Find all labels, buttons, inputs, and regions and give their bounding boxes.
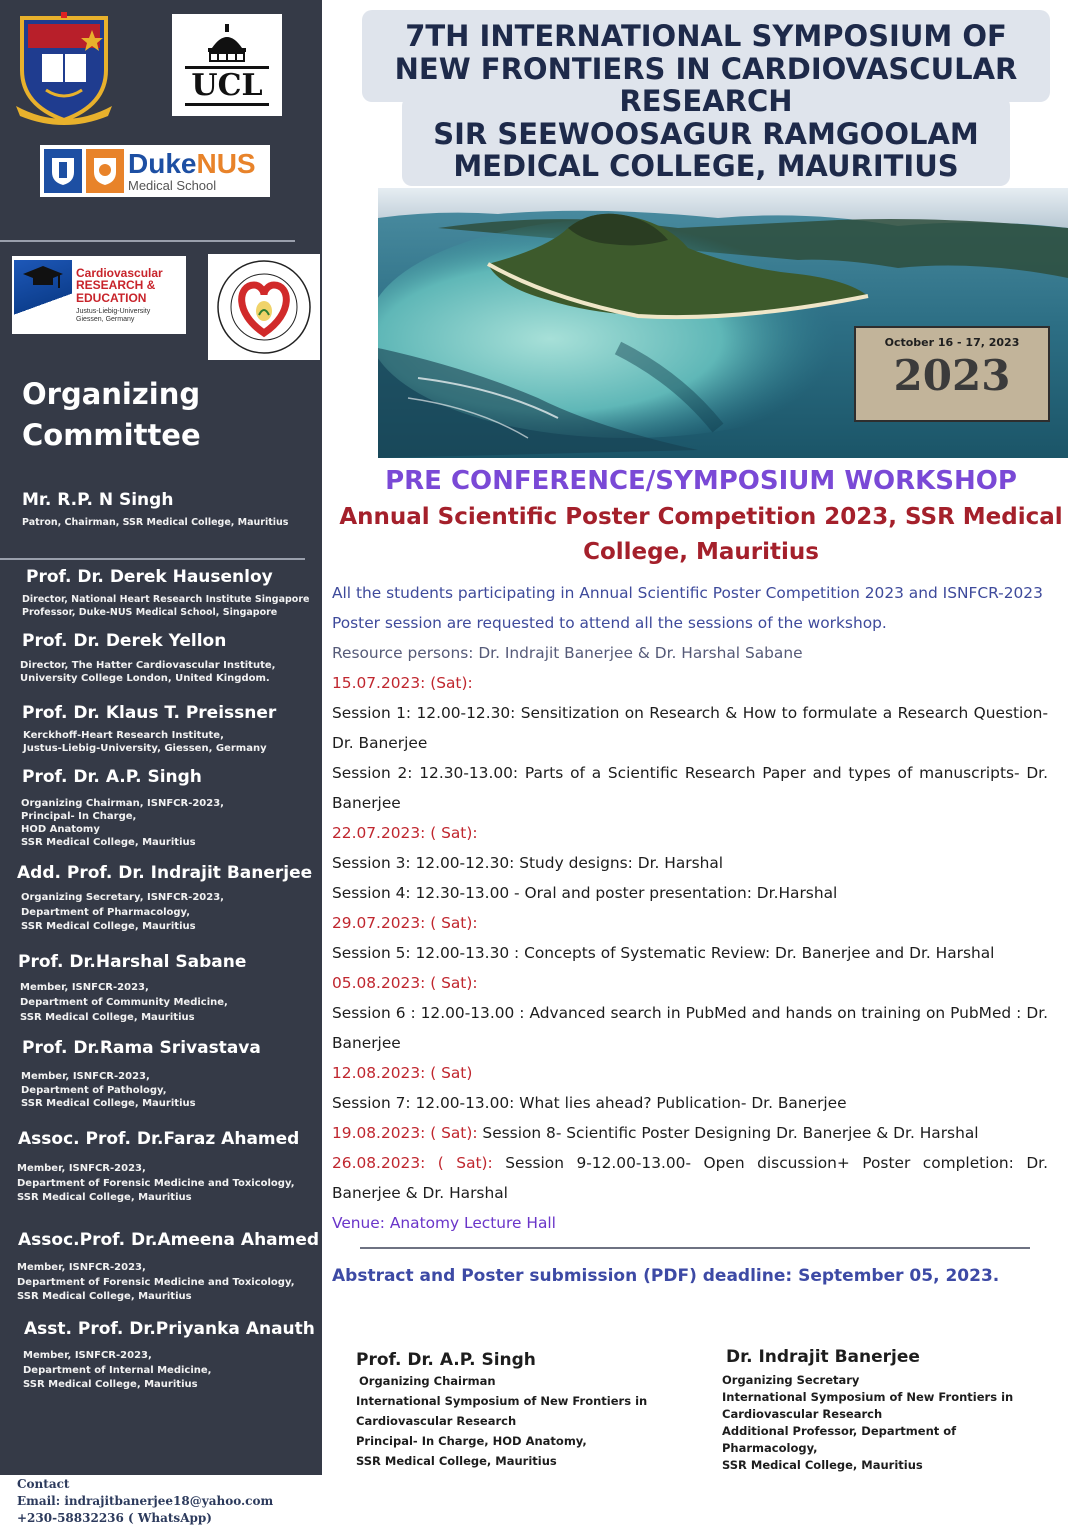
member-name: Prof. Dr. Derek Yellon	[22, 631, 227, 651]
member-role: Director, The Hatter Cardiovascular Institute, University College London, United Kingdom.	[20, 660, 276, 684]
signature-block	[722, 1346, 1013, 1474]
committee-member	[22, 490, 288, 529]
member-name: Mr. R.P. N Singh	[22, 490, 174, 510]
committee-member	[24, 1319, 315, 1393]
member-role: Member, ISNFCR-2023, Department of Community Medicine, SSR Medical College, Mauritius	[20, 982, 228, 1023]
intro-paragraph: All the students participating in Annual Scientific Poster Competition 2023 and ISNFCR-2023 Poster session are requested to attend all the sessions of the workshop.	[332, 584, 1043, 632]
member-role: Patron, Chairman, SSR Medical College, Mauritius	[22, 517, 289, 528]
schedule-session: Session 3: 12.00-12.30: Study designs: Dr. Harshal	[332, 854, 724, 872]
signatory-name: Prof. Dr. A.P. Singh	[356, 1350, 536, 1370]
signatory-title: Pharmacology,	[722, 1441, 818, 1455]
signatory-title: Organizing Chairman	[359, 1374, 496, 1388]
schedule-session: Session 4: 12.30-13.00 - Oral and poster presentation: Dr.Harshal	[332, 884, 838, 902]
member-name: Prof. Dr. A.P. Singh	[22, 767, 202, 787]
organizing-committee-sidebar	[0, 0, 322, 1475]
poster-competition-title: Annual Scientific Poster Competition 2023, SSR Medical College, Mauritius	[339, 504, 1063, 565]
workshop-schedule	[332, 668, 1048, 1238]
cre-line: Giessen, Germany	[76, 315, 135, 323]
schedule-date: 29.07.2023: ( Sat):	[332, 914, 478, 932]
ucl-wordmark: UCL	[185, 66, 268, 106]
sidebar-divider	[0, 558, 305, 560]
member-role: Director, National Heart Research Institute Singapore Professor, Duke-NUS Medical School, Singapore	[22, 594, 310, 618]
signatory-title: Organizing Secretary	[722, 1373, 860, 1387]
contact-phone[interactable]: +230-58832236 ( WhatsApp)	[17, 1511, 212, 1525]
member-role: Member, ISNFCR-2023, Department of Internal Medicine, SSR Medical College, Mauritius	[23, 1350, 212, 1390]
member-name: Prof. Dr.Harshal Sabane	[18, 952, 247, 972]
content-divider	[360, 1247, 1030, 1249]
cre-line: EDUCATION	[76, 290, 147, 305]
contact-email[interactable]: Email: indrajitbanerjee18@yahoo.com	[17, 1494, 274, 1508]
member-role: Kerckhoff-Heart Research Institute, Justus-Liebig-University, Giessen, Germany	[23, 730, 267, 754]
nus-shield-icon	[86, 149, 124, 193]
member-name: Assoc.Prof. Dr.Ameena Ahamed	[18, 1230, 320, 1250]
signatory-title: Cardiovascular Research	[722, 1407, 883, 1421]
committee-member	[18, 1230, 319, 1305]
duke-nus-logo	[40, 145, 270, 197]
member-name: Asst. Prof. Dr.Priyanka Anauth	[24, 1319, 315, 1339]
member-name: Prof. Dr. Derek Hausenloy	[26, 567, 273, 587]
member-name: Prof. Dr. Klaus T. Preissner	[22, 703, 277, 723]
schedule-session: Session 2: 12.30-13.00: Parts of a Scientific Research Paper and types of manuscripts- Dr. Banerjee	[332, 764, 1048, 812]
medical-school-label: Medical School	[128, 178, 217, 193]
member-name: Assoc. Prof. Dr.Faraz Ahamed	[18, 1129, 300, 1149]
member-role: Member, ISNFCR-2023, Department of Forensic Medicine and Toxicology, SSR Medical College, Mauritius	[17, 1163, 295, 1203]
signatory-title: International Symposium of New Frontiers in	[356, 1394, 648, 1408]
member-role: Member, ISNFCR-2023, Department of Pathology, SSR Medical College, Mauritius	[21, 1071, 196, 1109]
member-name: Prof. Dr.Rama Srivastava	[22, 1038, 261, 1058]
committee-member	[22, 1038, 261, 1111]
contact-label: Contact	[17, 1477, 70, 1491]
resource-persons: Resource persons: Dr. Indrajit Banerjee & Dr. Harshal Sabane	[332, 644, 803, 662]
ucl-logo	[172, 14, 282, 116]
venue: Venue: Anatomy Lecture Hall	[332, 1214, 556, 1232]
cardiovascular-society-mauritius-seal	[208, 254, 320, 360]
schedule-date: 15.07.2023: (Sat):	[332, 674, 473, 692]
schedule-session-inline: 26.08.2023: ( Sat): Session 9-12.00-13.00- Open discussion+ Poster completion: Dr. Banerjee & Dr. Harshal	[332, 1154, 1048, 1202]
committee-member	[22, 703, 276, 755]
schedule-session: Session 6 : 12.00-13.00 : Advanced search in PubMed and hands on training on PubMed : Dr. Banerjee	[332, 1004, 1048, 1052]
committee-member	[22, 567, 310, 619]
event-dates: October 16 - 17, 2023	[884, 336, 1020, 349]
signatory-title: SSR Medical College, Mauritius	[356, 1454, 557, 1468]
schedule-session: Session 5: 12.00-13.30 : Concepts of Systematic Review: Dr. Banerjee and Dr. Harshal	[332, 944, 995, 962]
committee-member	[18, 1129, 299, 1206]
cre-line: RESEARCH &	[76, 278, 156, 293]
signatory-title: Additional Professor, Department of	[722, 1424, 957, 1438]
signatory-title: Cardiovascular Research	[356, 1414, 517, 1428]
organizing-committee-heading: Organizing Committee	[22, 377, 201, 452]
sidebar-divider	[0, 240, 295, 242]
signatory-name: Dr. Indrajit Banerjee	[726, 1347, 920, 1367]
schedule-session-inline: 19.08.2023: ( Sat): Session 8- Scientific Poster Designing Dr. Banerjee & Dr. Harshal	[332, 1124, 979, 1142]
signature-block	[356, 1349, 647, 1471]
signatory-title: SSR Medical College, Mauritius	[722, 1458, 923, 1472]
schedule-date: 12.08.2023: ( Sat)	[332, 1064, 473, 1082]
member-role: Organizing Secretary, ISNFCR-2023, Department of Pharmacology, SSR Medical College, Mauritius	[21, 892, 224, 932]
symposium-title: 7TH INTERNATIONAL SYMPOSIUM OF NEW FRONTIERS IN CARDIOVASCULAR RESEARCH SIR SEEWOOSAGUR RAMGOOLAM MEDICAL COLLEGE, MAURITIUS	[394, 19, 1018, 184]
member-role: Member, ISNFCR-2023, Department of Forensic Medicine and Toxicology, SSR Medical College, Mauritius	[17, 1262, 295, 1302]
committee-member	[22, 767, 224, 849]
signatory-title: International Symposium of New Frontiers in	[722, 1390, 1014, 1404]
cre-line: Justus-Liebig-University	[76, 307, 151, 315]
signatory-title: Principal- In Charge, HOD Anatomy,	[356, 1434, 587, 1448]
ucl-dome-icon	[202, 24, 252, 64]
committee-member	[22, 631, 275, 685]
cre-line: Cardiovascular	[76, 265, 163, 280]
committee-member	[17, 863, 312, 935]
ssr-college-crest-logo	[12, 10, 116, 125]
graduation-cap-icon	[14, 260, 72, 330]
contact-info	[17, 1476, 273, 1527]
schedule-date: 22.07.2023: ( Sat):	[332, 824, 478, 842]
member-name: Add. Prof. Dr. Indrajit Banerjee	[17, 863, 313, 883]
event-date-badge	[854, 326, 1050, 422]
member-role: Organizing Chairman, ISNFCR-2023, Principal- In Charge, HOD Anatomy SSR Medical College, Mauritius	[21, 798, 224, 848]
submission-deadline: Abstract and Poster submission (PDF) deadline: September 05, 2023.	[332, 1266, 1000, 1286]
schedule-session: Session 1: 12.00-12.30: Sensitization on Research & How to formulate a Research Question- Dr. Banerjee	[332, 704, 1048, 752]
duke-nus-wordmark: DukeNUS	[128, 148, 256, 179]
schedule-date: 05.08.2023: ( Sat):	[332, 974, 478, 992]
workshop-heading: PRE CONFERENCE/SYMPOSIUM WORKSHOP	[385, 466, 1017, 496]
schedule-session: Session 7: 12.00-13.00: What lies ahead? Publication- Dr. Banerjee	[332, 1094, 847, 1112]
duke-shield-icon	[44, 149, 82, 193]
event-year: 2023	[893, 351, 1011, 400]
cardiovascular-research-education-logo	[12, 256, 186, 334]
committee-member	[18, 952, 246, 1025]
